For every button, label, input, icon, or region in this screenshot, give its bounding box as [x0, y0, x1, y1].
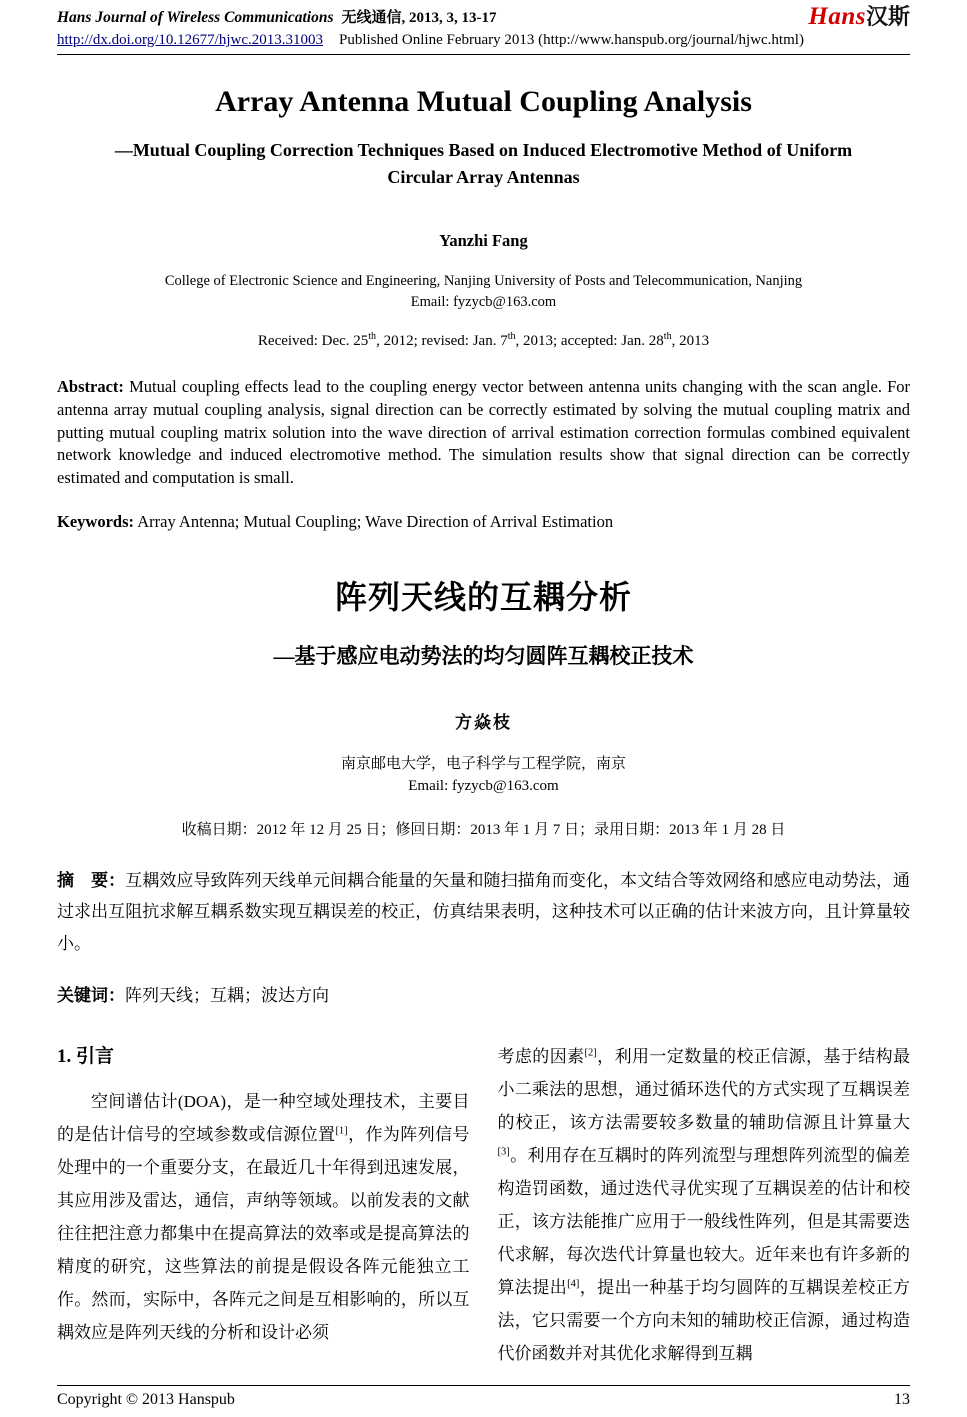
abstract-chinese	[57, 865, 910, 959]
copyright-text: Copyright © 2013 Hanspub	[57, 1391, 235, 1408]
affiliation-english: College of Electronic Science and Engineering, Nanjing University of Posts and Telecommunication, Nanjing	[164, 273, 803, 289]
body-text: 考虑的因素	[497, 1047, 585, 1067]
author-email-chinese: Email: fyzycb@163.com	[408, 778, 559, 795]
paper-title-chinese: 阵列天线的互耦分析	[334, 578, 632, 615]
body-text: ，作为阵列信号处理中的一个重要分支，在最近几十年得到迅速发展，其应用涉及雷达，通信，声纳等领域。以前发表的文献往往把注意力都集中在提高算法的效率或是提高算法的精度的研究，这些算法的前提是假设各阵元能独立工作。然而，实际中，各阵元之间是互相影响的，所以互耦效应是阵列天线的分析和设计必须	[57, 1125, 470, 1343]
received-dates-english	[57, 333, 910, 350]
abstract-label-chinese: 摘 要：	[57, 870, 126, 890]
published-online-text: Published Online February 2013 (http://www.hanspub.org/journal/hjwc.html)	[338, 32, 804, 48]
author-name-chinese: 方焱枝	[455, 712, 512, 732]
hanspub-logo	[808, 4, 910, 29]
journal-header-top	[57, 3, 910, 30]
doi-link[interactable]: http://dx.doi.org/10.12677/hjwc.2013.31003	[57, 32, 323, 48]
affiliation-block-english	[57, 271, 910, 313]
left-column	[57, 1040, 470, 1370]
body-text: 。利用存在互耦时的阵列流型与理想阵列流型的偏差构造罚函数，通过迭代寻优实现了互耦误差的估计和校正，该方法能推广应用于一般线性阵列，但是其需要迭代求解，每次迭代计算量也较大。近年来也有许多新的算法提出	[497, 1146, 910, 1298]
journal-header	[57, 3, 910, 49]
abstract-text-chinese: 互耦效应导致阵列天线单元间耦合能量的矢量和随扫描角而变化，本文结合等效网络和感应电动势法，通过求出互阻抗求解互耦系数实现互耦误差的校正，仿真结果表明，这种技术可以正确的估计来波方向，且计算量较小。	[57, 870, 911, 953]
affiliation-chinese: 南京邮电大学，电子科学与工程学院，南京	[340, 755, 626, 772]
keywords-text-chinese: 阵列天线；互耦；波达方向	[125, 986, 329, 1006]
body-text: ，利用一定数量的校正信源，基于结构最小二乘法的思想，通过循环迭代的方式实现了互耦误差的校正，该方法需要较多数量的辅助信源且计算量大	[497, 1047, 911, 1133]
header-divider	[57, 54, 910, 55]
section-1-heading: 1. 引言	[57, 1046, 115, 1068]
keywords-text-english: Array Antenna; Mutual Coupling; Wave Direction of Arrival Estimation	[137, 511, 614, 531]
author-email-english: Email: fyzycb@163.com	[410, 294, 557, 311]
intro-paragraph-right	[498, 1040, 911, 1370]
citation-ref-1: [1]	[335, 1125, 348, 1137]
keywords-chinese	[57, 981, 910, 1006]
affiliation-block-chinese	[57, 753, 910, 798]
abstract-english	[57, 376, 910, 490]
page-number: 13	[894, 1391, 910, 1408]
footer-row	[57, 1391, 910, 1409]
citation-ref-2: [2]	[584, 1047, 597, 1059]
keywords-label-chinese: 关键词：	[57, 986, 125, 1006]
author-name-english: Yanzhi Fang	[439, 231, 528, 250]
keywords-english	[57, 512, 910, 532]
right-column	[498, 1040, 911, 1370]
body-columns	[57, 1040, 910, 1370]
journal-name-chinese: 无线通信, 2013, 3, 13-17	[341, 10, 497, 26]
body-text: 空间谱估计(DOA)，是一种空域处理技术，主要目的是估计信号的空域参数或信源位置	[57, 1092, 470, 1145]
received-text: , 2013	[671, 333, 710, 350]
page-footer	[57, 1385, 910, 1409]
paper-subtitle-chinese: —基于感应电动势法的均匀圆阵互耦校正技术	[273, 643, 694, 668]
journal-name-english: Hans Journal of Wireless Communications	[57, 9, 334, 26]
intro-paragraph-left	[57, 1085, 470, 1349]
received-text: , 2012; revised: Jan. 7	[376, 333, 508, 350]
received-text: , 2013; accepted: Jan. 28	[515, 333, 664, 350]
logo-hans-text: Hans	[808, 3, 866, 30]
citation-ref-4: [4]	[567, 1278, 580, 1290]
publication-info-line	[57, 32, 910, 49]
ordinal-sup: th	[507, 331, 516, 343]
journal-name-line	[57, 6, 497, 27]
abstract-label-english: Abstract:	[57, 377, 124, 397]
ordinal-sup: th	[663, 331, 672, 343]
received-dates-chinese: 收稿日期：2012 年 12 月 25 日；修回日期：2013 年 1 月 7 日；录用日期：2013 年 1 月 28 日	[181, 821, 786, 838]
paper-title-english: Array Antenna Mutual Coupling Analysis	[215, 85, 752, 118]
body-text: ，提出一种基于均匀圆阵的互耦误差校正方法，它只需要一个方向未知的辅助校正信源，通过构造代价函数并对其优化求解得到互耦	[497, 1278, 910, 1364]
logo-chinese-text: 汉斯	[865, 4, 910, 29]
footer-divider	[57, 1385, 910, 1386]
received-text: Received: Dec. 25	[257, 333, 369, 350]
keywords-label-english: Keywords:	[57, 511, 134, 531]
abstract-text-english: Mutual coupling effects lead to the coupling energy vector between antenna units changing with the scan angle. For antenna array mutual coupling analysis, signal direction can be correctly estimated by solving the mutual coupling matrix and putting mutual coupling matrix solution into the wave direction of arrival estimation correction formulas combined equivalent network knowledge and induced electromotive method. The simulation results show that signal direction can be correctly estimated and computation is small.	[57, 377, 911, 488]
citation-ref-3: [3]	[497, 1146, 510, 1158]
paper-subtitle-english: —Mutual Coupling Correction Techniques Based on Induced Electromotive Method of Uniform Circular Array Antennas	[114, 140, 853, 187]
ordinal-sup: th	[368, 331, 377, 343]
